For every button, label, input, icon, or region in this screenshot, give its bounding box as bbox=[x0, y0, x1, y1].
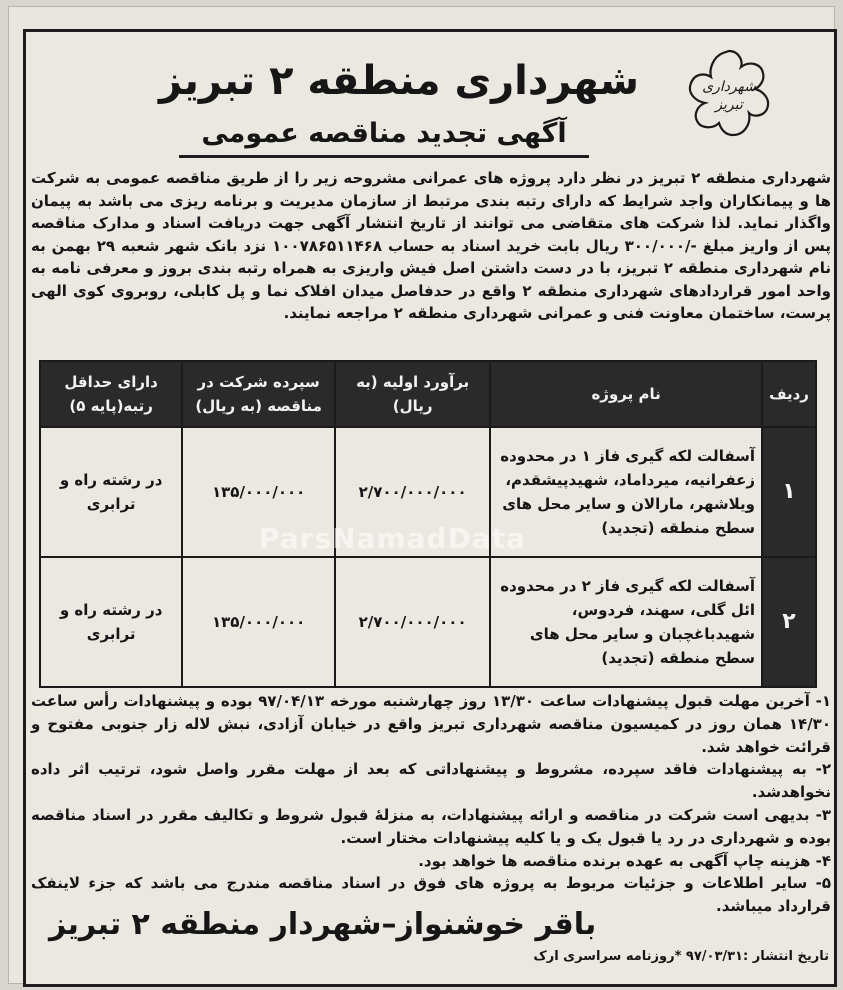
publication-footer: تاریخ انتشار :۹۷/۰۳/۳۱ *روزنامه سراسری ارک bbox=[533, 949, 829, 964]
row-index: ۲ bbox=[762, 557, 816, 687]
row-estimate: ۲/۷۰۰/۰۰۰/۰۰۰ bbox=[335, 557, 490, 687]
condition-item: ۴- هزینه چاپ آگهی به عهده برنده مناقصه ها خواهد بود. bbox=[418, 851, 831, 870]
municipality-logo-icon bbox=[679, 43, 779, 143]
row-estimate: ۲/۷۰۰/۰۰۰/۰۰۰ bbox=[335, 427, 490, 557]
svg-text:تبریز: تبریز bbox=[715, 97, 743, 113]
table-row bbox=[40, 557, 816, 687]
row-project-name: آسفالت لکه گیری فاز ۱ در محدوده زعفرانیه، میرداماد، شهیدپیشقدم، ویلاشهر، مارالان و سایر محل های سطح منطقه (تجدید) bbox=[490, 427, 762, 557]
watermark-text: ParsNamadData bbox=[259, 522, 526, 555]
row-deposit: ۱۳۵/۰۰۰/۰۰۰ bbox=[182, 557, 335, 687]
header-deposit: سپرده شرکت در مناقصه (به ریال) bbox=[182, 361, 335, 427]
signature: باقر خوشنواز–شهردار منطقه ۲ تبریز bbox=[49, 907, 597, 942]
condition-item: ۵- سایر اطلاعات و جزئیات مربوط به پروژه های فوق در اسناد مناقصه مندرج می باشد که جزء لاینفک قرارداد میباشد. bbox=[31, 874, 831, 916]
row-grade: در رشته راه و ترابری bbox=[40, 557, 182, 687]
row-index: ۱ bbox=[762, 427, 816, 557]
header-grade: دارای حداقل رتبه(پایه ۵) bbox=[40, 361, 182, 427]
row-project-name: آسفالت لکه گیری فاز ۲ در محدوده ائل گلی، سهند، فردوس، شهیدباغچبان و سایر محل های سطح منطقه (تجدید) bbox=[490, 557, 762, 687]
svg-text:شهرداری: شهرداری bbox=[702, 79, 756, 95]
condition-item: ۳- بدیهی است شرکت در مناقصه و ارائه پیشنهادات، به منزلهٔ قبول شروط و تکالیف مقرر در اسناد مناقصه بوده و شهرداری در رد یا قبول یک و یا کلیه پیشنهادات مختار است. bbox=[31, 805, 831, 847]
subtitle-underline bbox=[179, 155, 589, 158]
row-grade: در رشته راه و ترابری bbox=[40, 427, 182, 557]
condition-item: ۱- آخرین مهلت قبول پیشنهادات ساعت ۱۳/۳۰ روز چهارشنبه مورخه ۹۷/۰۴/۱۳ بوده و پیشنهادات رأس ساعت ۱۴/۳۰ همان روز در کمیسیون مناقصه شهرداری تبریز واقع در خیابان آزادی، نبش لاله زار جنوبی مفتوح و قرائت خواهد شد. bbox=[31, 692, 831, 756]
newspaper-clipping bbox=[8, 6, 835, 984]
projects-table bbox=[39, 360, 817, 688]
table-row bbox=[40, 427, 816, 557]
row-deposit: ۱۳۵/۰۰۰/۰۰۰ bbox=[182, 427, 335, 557]
header-index: ردیف bbox=[762, 361, 816, 427]
notice-subtitle: آگهی تجدید مناقصه عمومی bbox=[201, 118, 567, 149]
condition-item: ۲- به پیشنهادات فاقد سپرده، مشروط و پیشنهاداتی که بعد از مهلت مقرر واصل شود، ترتیب اثر داده نخواهدشد. bbox=[31, 760, 831, 802]
page-title: شهرداری منطقه ۲ تبریز bbox=[159, 58, 639, 104]
conditions-list bbox=[31, 690, 831, 918]
header-estimate: برآورد اولیه (به ریال) bbox=[335, 361, 490, 427]
header-project-name: نام پروژه bbox=[490, 361, 762, 427]
table-header-row bbox=[40, 361, 816, 427]
intro-paragraph: شهرداری منطقه ۲ تبریز در نظر دارد پروژه های عمرانی مشروحه زیر را از طریق مناقصه عمومی به شرکت ها و پیمانکاران واجد شرایط که دارای رتبه بندی مرتبط از سازمان مدیریت و برنامه ریزی می باشد به پیمان واگذار نماید. لذا شرکت های متقاضی می توانند از تاریخ انتشار آگهی جهت دریافت اسناد و مدارک مناقصه پس از واریز مبلغ -/۳۰۰/۰۰۰ ریال بابت خرید اسناد به حساب ۱۰۰۷۸۶۵۱۱۴۶۸ نزد بانک شهر شعبه ۲۹ بهمن به نام شهرداری منطقه ۲ تبریز، با در دست داشتن اصل فیش واریزی به همراه رتبه بندی بروز و معرفی نامه به واحد امور قراردادهای شهرداری منطقه ۲ واقع در حدفاصل میدان افلاک نما و پل کابلی، روبروی کوی الهی پرست، ساختمان معاونت فنی و عمرانی شهرداری منطقه ۲ مراجعه نمایند. bbox=[31, 169, 831, 322]
